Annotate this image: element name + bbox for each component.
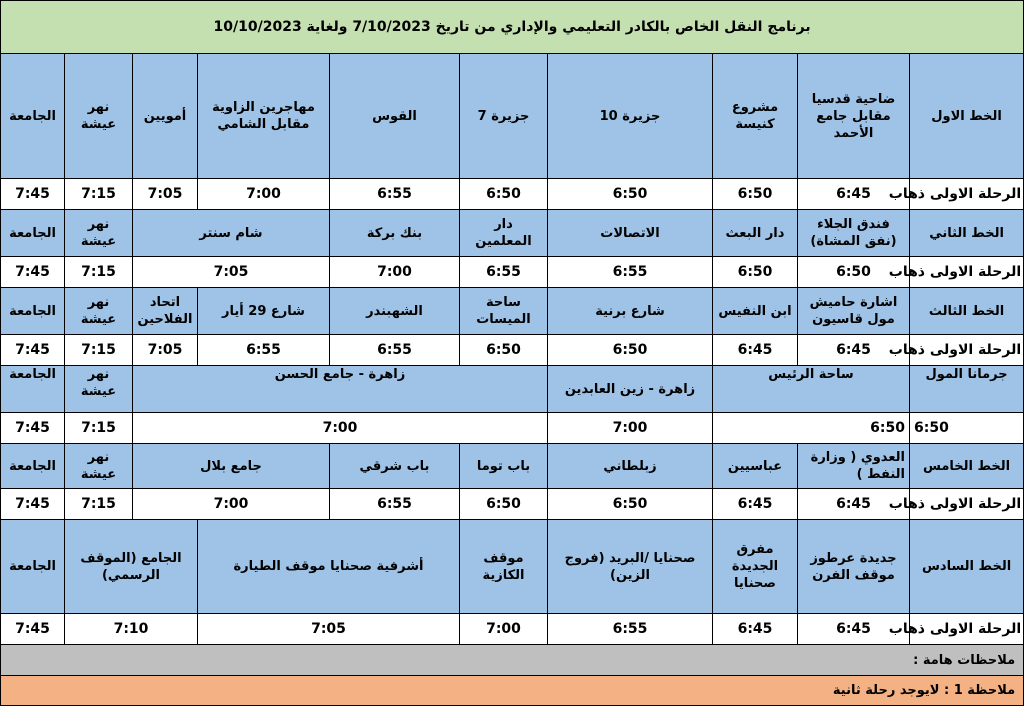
stop-cell: نهر عيشة (65, 366, 133, 413)
time-cell: 7:00 (133, 489, 330, 520)
stop-cell: جزيرة 7 (460, 54, 548, 179)
stop-cell: باب شرقي (330, 444, 460, 489)
stop-cell: شارع برنية (548, 288, 713, 335)
time-cell: 6:50 (548, 179, 713, 210)
time-cell: 7:05 (133, 179, 198, 210)
time-cell: 7:45 (1, 257, 65, 288)
stop-cell: جديدة عرطوز موقف الفرن (798, 520, 910, 614)
stop-cell: دار البعث (713, 210, 798, 257)
stop-cell: بنك بركة (330, 210, 460, 257)
time-cell: 6:45 (798, 489, 910, 520)
time-cell: 6:50 (713, 179, 798, 210)
stop-cell: باب توما (460, 444, 548, 489)
time-cell: 7:00 (133, 413, 548, 444)
trip-label: الرحلة الاولى ذهاب (910, 179, 1024, 210)
trip-label: الرحلة الاولى ذهاب (910, 335, 1024, 366)
time-cell: 6:45 (713, 489, 798, 520)
stop-cell: الجامعة (1, 54, 65, 179)
time-cell: 6:45 (713, 335, 798, 366)
stop-cell: مشروع كنيسة (713, 54, 798, 179)
time-cell: 7:00 (198, 179, 330, 210)
stop-cell: موقف الكازية (460, 520, 548, 614)
time-cell: 6:55 (548, 614, 713, 645)
stop-cell: الاتصالات (548, 210, 713, 257)
trip-label: الرحلة الاولى ذهاب (910, 489, 1024, 520)
time-cell: 6:45 (798, 179, 910, 210)
time-cell: 7:00 (330, 257, 460, 288)
line6-stops-row (1, 520, 1024, 614)
line-name: الخط الخامس (910, 444, 1024, 489)
time-cell: 7:45 (1, 489, 65, 520)
line1-times-row (1, 179, 1024, 210)
stop-cell: زاهرة - زين العابدين (548, 366, 713, 413)
time-cell: 7:45 (1, 179, 65, 210)
time-cell: 6:55 (460, 257, 548, 288)
stop-cell: الجامعة (1, 520, 65, 614)
time-cell: 6:50 (460, 489, 548, 520)
stop-cell: ساحة الميسات (460, 288, 548, 335)
line4-times-row (1, 413, 1024, 444)
stop-cell: الجامعة (1, 444, 65, 489)
stop-cell: أمويين (133, 54, 198, 179)
time-cell: 6:50 (460, 335, 548, 366)
stop-cell: جامع بلال (133, 444, 330, 489)
line5-times-row (1, 489, 1024, 520)
stop-cell: ساحة الرئيس (713, 366, 910, 413)
notes-heading: ملاحظات هامة : (1, 645, 1024, 676)
line-name: الخط الاول (910, 54, 1024, 179)
time-cell: 6:50 (460, 179, 548, 210)
stop-cell: فندق الجلاء (نفق المشاة) (798, 210, 910, 257)
time-cell: 6:50 (548, 335, 713, 366)
stop-cell: نهر عيشة (65, 444, 133, 489)
time-cell: 6:50 (548, 489, 713, 520)
time-cell: 6:50 (713, 413, 910, 444)
line3-stops-row (1, 288, 1024, 335)
time-cell: 6:50 (798, 257, 910, 288)
trip-label: الرحلة الاولى ذهاب (910, 614, 1024, 645)
stop-cell: شام سنتر (133, 210, 330, 257)
stop-cell: نهر عيشة (65, 288, 133, 335)
time-cell: 7:15 (65, 179, 133, 210)
time-cell: 6:45 (713, 614, 798, 645)
time-cell: 6:55 (330, 179, 460, 210)
time-cell: 7:05 (133, 257, 330, 288)
stop-cell: مفرق الجديدة صحنايا (713, 520, 798, 614)
stop-cell: ابن النفيس (713, 288, 798, 335)
time-cell: 6:55 (198, 335, 330, 366)
stop-cell: أشرفية صحنايا موقف الطيارة (198, 520, 460, 614)
time-cell: 7:05 (133, 335, 198, 366)
trip-label: الرحلة الاولى ذهاب (910, 257, 1024, 288)
stop-cell: مهاجرين الزاوية مقابل الشامي (198, 54, 330, 179)
time-cell: 7:10 (65, 614, 198, 645)
line4-stops-row (1, 366, 1024, 413)
stop-cell: دار المعلمين (460, 210, 548, 257)
stop-cell: الجامعة (1, 288, 65, 335)
stop-cell: شارع 29 أيار (198, 288, 330, 335)
time-cell: 7:45 (1, 614, 65, 645)
line6-times-row (1, 614, 1024, 645)
stop-cell: زاهرة - جامع الحسن (133, 366, 548, 413)
stop-cell: ضاحية قدسيا مقابل جامع الأحمد (798, 54, 910, 179)
stop-cell: القوس (330, 54, 460, 179)
line5-stops-row (1, 444, 1024, 489)
time-cell: 6:45 (798, 335, 910, 366)
stop-cell: جزيرة 10 (548, 54, 713, 179)
note-row (1, 676, 1024, 706)
stop-cell: الشهبندر (330, 288, 460, 335)
time-cell: 6:55 (330, 335, 460, 366)
notes-heading-row (1, 645, 1024, 676)
time-cell: 7:00 (460, 614, 548, 645)
note-text: ملاحظة 1 : لايوجد رحلة ثانية (1, 676, 1024, 706)
time-cell: 7:15 (65, 257, 133, 288)
stop-cell: الجامع (الموقف الرسمي) (65, 520, 198, 614)
time-cell: 6:50 (713, 257, 798, 288)
time-cell: 6:55 (548, 257, 713, 288)
line-name: الخط الثالث (910, 288, 1024, 335)
line3-times-row (1, 335, 1024, 366)
line-name: الخط السادس (910, 520, 1024, 614)
time-cell: 7:15 (65, 489, 133, 520)
time-cell: 6:50 (910, 413, 1024, 444)
time-cell: 6:55 (330, 489, 460, 520)
line-name: الخط الثاني (910, 210, 1024, 257)
line2-times-row (1, 257, 1024, 288)
time-cell: 7:05 (198, 614, 460, 645)
line2-stops-row (1, 210, 1024, 257)
time-cell: 7:00 (548, 413, 713, 444)
stop-cell: اشارة حاميش مول قاسيون (798, 288, 910, 335)
stop-cell: الجامعة (1, 210, 65, 257)
stop-cell: اتحاد الفلاحين (133, 288, 198, 335)
time-cell: 7:15 (65, 413, 133, 444)
stop-cell: العدوي ( وزارة النفط ) (798, 444, 910, 489)
stop-cell: عباسيين (713, 444, 798, 489)
page-title: برنامج النقل الخاص بالكادر التعليمي والإداري من تاريخ 7/10/2023 ولغاية 10/10/2023 (1, 1, 1024, 54)
stop-cell: جرمانا المول (910, 366, 1024, 413)
stop-cell: صحنايا /البريد (فروج الزين) (548, 520, 713, 614)
stop-cell: زبلطاني (548, 444, 713, 489)
time-cell: 7:15 (65, 335, 133, 366)
time-cell: 6:45 (798, 614, 910, 645)
time-cell: 7:45 (1, 335, 65, 366)
line1-stops-row (1, 54, 1024, 179)
stop-cell: نهر عيشة (65, 210, 133, 257)
stop-cell: نهر عيشة (65, 54, 133, 179)
stop-cell: الجامعة (1, 366, 65, 413)
time-cell: 7:45 (1, 413, 65, 444)
